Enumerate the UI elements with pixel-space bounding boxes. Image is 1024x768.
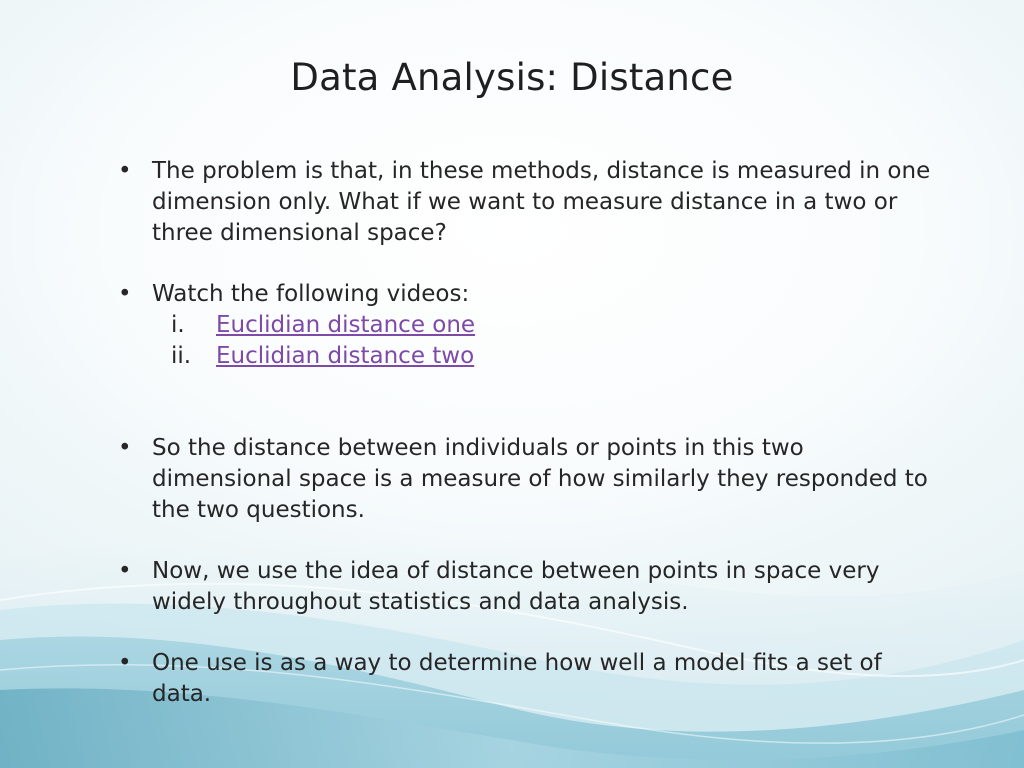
bullet-text: One use is as a way to determine how well a model fits a set of data. — [152, 650, 882, 707]
video-list-item-one — [171, 310, 475, 341]
list-number: i. — [171, 312, 185, 338]
bullet-text: So the distance between individuals or points in this two dimensional space is a measure of how similarly they responded to the two questions. — [152, 435, 928, 523]
bullet-text: The problem is that, in these methods, distance is measured in one dimension only. What if we want to measure distance in a two or three dimensional space? — [152, 158, 931, 246]
bullet-marker: • — [118, 558, 132, 584]
bullet-one-dimension — [118, 156, 942, 249]
euclidian-distance-two-link[interactable]: Euclidian distance two — [216, 343, 475, 369]
bullet-text: Watch the following videos: — [152, 281, 470, 307]
bullet-text: Now, we use the idea of distance between points in space very widely throughout statistics and data analysis. — [152, 558, 880, 615]
bullet-marker: • — [118, 435, 132, 461]
bullet-statistics-use — [118, 556, 942, 618]
slide-title: Data Analysis: Distance — [290, 56, 734, 99]
euclidian-distance-one-link[interactable]: Euclidian distance one — [216, 312, 476, 338]
video-list-item-two — [171, 341, 474, 372]
bullet-distance-measure — [118, 433, 942, 526]
list-number: ii. — [171, 343, 192, 369]
bullet-marker: • — [118, 158, 132, 184]
bullet-watch-videos — [118, 279, 942, 310]
bullet-model-fit — [118, 648, 942, 710]
bullet-marker: • — [118, 281, 132, 307]
bullet-marker: • — [118, 650, 132, 676]
